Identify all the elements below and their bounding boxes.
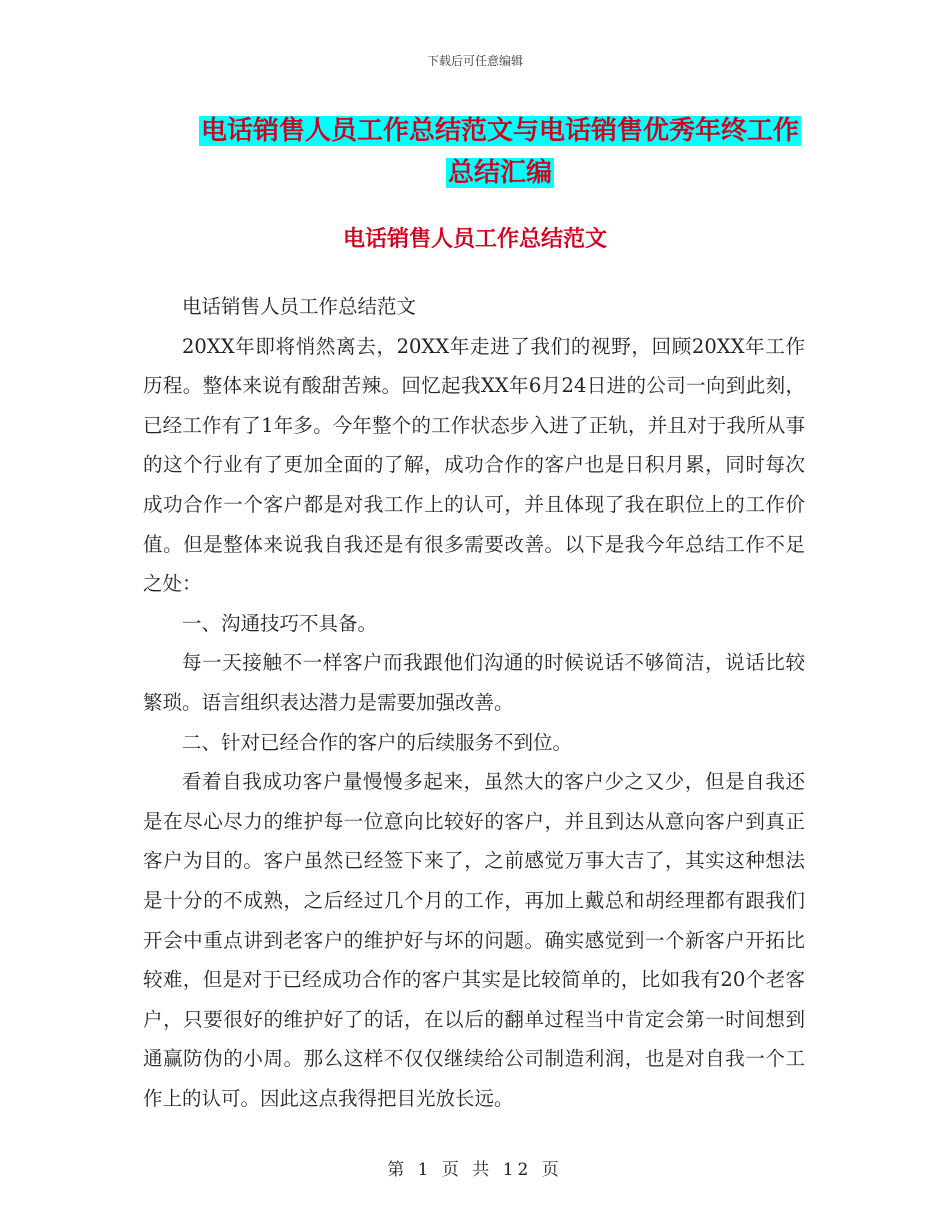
header-note: 下载后可任意编辑 [426,54,523,68]
paragraph: 一、沟通技巧不具备。 [182,611,378,635]
body-text [143,287,805,1118]
paragraph: 每一天接触不一样客户而我跟他们沟通的时候说话不够简洁，说话比较繁琐。语言组织表达潜力是需要加强改善。 [143,651,805,714]
paragraph: 看着自我成功客户量慢慢多起来，虽然大的客户少之又少，但是自我还是在尽心尽力的维护每一位意向比较好的客户，并且到达从意向客户到真正客户为目的。客户虽然已经签下来了，之前感觉万事大吉了，其实这种想法是十分的不成熟，之后经过几个月的工作，再加上戴总和胡经理都有跟我们开会中重点讲到老客户的维护好与坏的问题。确实感觉到一个新客户开拓比较难，但是对于已经成功合作的客户其实是比较简单的，比如我有20个老客户，只要很好的维护好了的话，在以后的翻单过程当中肯定会第一时间想到通赢防伪的小周。那么这样不仅仅继续给公司制造利润，也是对自我一个工作上的认可。因此这点我得把目光放长远。 [143,770,805,1110]
paragraph: 电话销售人员工作总结范文 [182,295,417,318]
title-line-1: 电话销售人员工作总结范文与电话销售优秀年终工作 [200,116,799,146]
document-title [140,110,860,194]
paragraph: 二、针对已经合作的客户的后续服务不到位。 [182,730,573,754]
title-line-2: 总结汇编 [447,158,552,188]
page-footer: 第 1 页 共 12 页 [387,1160,563,1180]
section-heading: 电话销售人员工作总结范文 [342,227,607,252]
paragraph: 20XX年即将悄然离去，20XX年走进了我们的视野，回顾20XX年工作历程。整体来说有酸甜苦辣。回忆起我XX年6月24日进的公司一向到此刻，已经工作有了1年多。今年整个的工作状态步入进了正轨，并且对于我所从事的这个行业有了更加全面的了解，成功合作的客户也是日积月累，同时每次成功合作一个客户都是对我工作上的认可，并且体现了我在职位上的工作价值。但是整体来说我自我还是有很多需要改善。以下是我今年总结工作不足之处： [143,334,805,596]
